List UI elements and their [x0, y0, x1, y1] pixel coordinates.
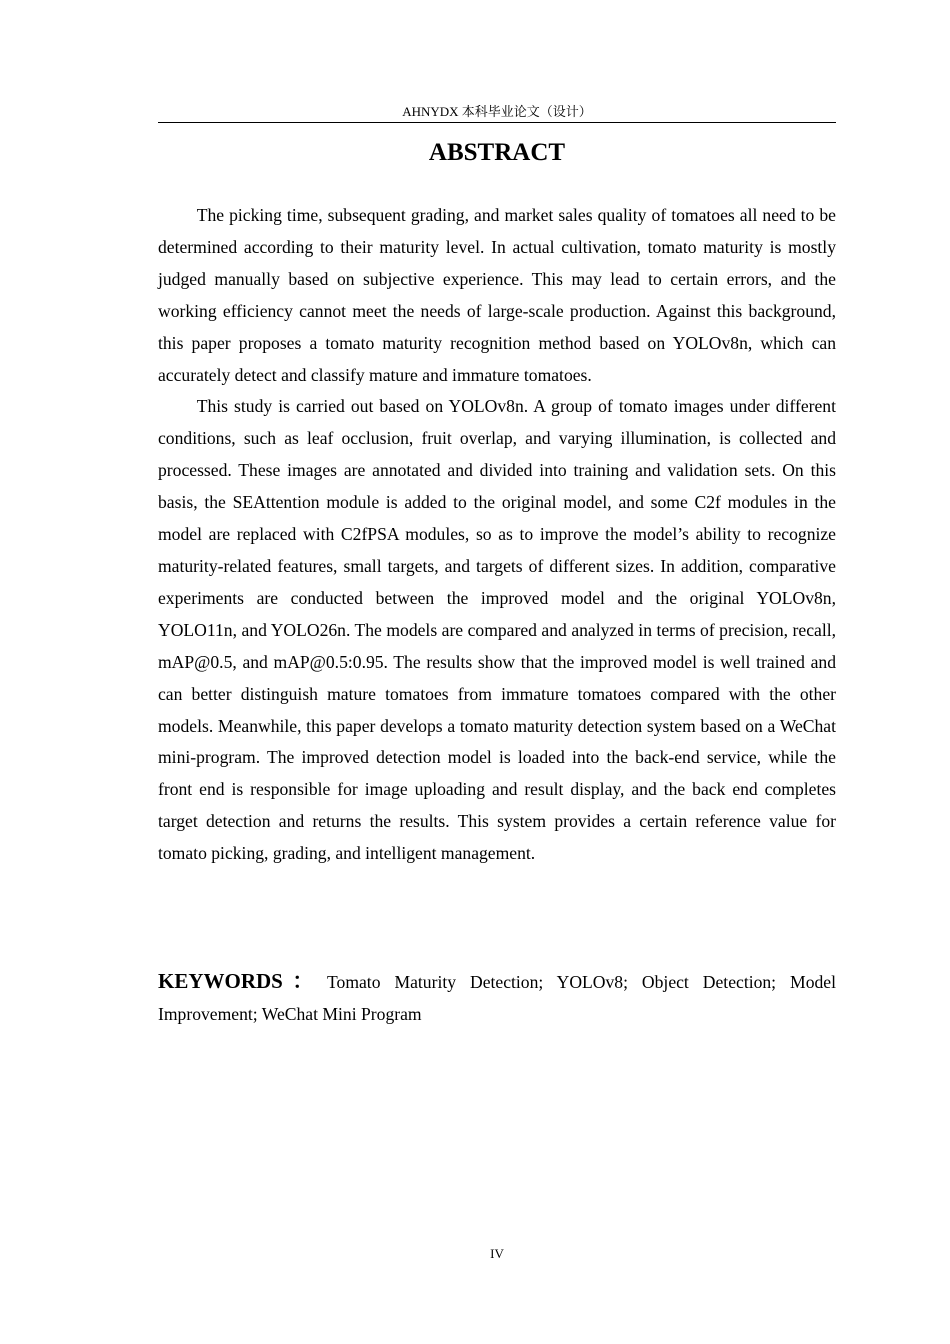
abstract-body: [158, 200, 836, 870]
abstract-paragraph: This study is carried out based on YOLOv8n. A group of tomato images under different conditions, such as leaf occlusion, fruit overlap, and varying illumination, is collected and processed. These images are annotated and divided into training and validation sets. On this basis, the SEAttention module is added to the original model, and some C2f modules in the model are replaced with C2fPSA modules, so as to improve the model’s ability to recognize maturity-related features, small targets, and targets of different sizes. In addition, comparative experiments are conducted between the improved model and the original YOLOv8n, YOLO11n, and YOLO26n. The models are compared and analyzed in terms of precision, recall, mAP@0.5, and mAP@0.5:0.95. The results show that the improved model is well trained and can better distinguish mature tomatoes from immature tomatoes compared with the other models. Meanwhile, this paper develops a tomato maturity detection system based on a WeChat mini-program. The improved detection model is loaded into the back-end service, while the front end is responsible for image uploading and result display, and the back end completes target detection and returns the results. This system provides a certain reference value for tomato picking, grading, and intelligent management.: [158, 396, 836, 864]
keywords-text: Tomato Maturity Detection; YOLOv8; Object Detection; Model Improvement; WeChat Mini Program: [158, 972, 836, 1024]
abstract-title: ABSTRACT: [428, 139, 566, 166]
running-header: AHNYDX 本科毕业论文（设计）: [402, 104, 592, 119]
keywords-label: KEYWORDS：: [158, 969, 323, 993]
page-number: IV: [490, 1246, 504, 1261]
header-divider: [158, 122, 836, 123]
keywords-section: [158, 965, 836, 1030]
abstract-paragraph: The picking time, subsequent grading, and market sales quality of tomatoes all need to be determined according to their maturity level. In actual cultivation, tomato maturity is mostly judged manually based on subjective experience. This may lead to certain errors, and the working efficiency cannot meet the needs of large-scale production. Against this background, this paper proposes a tomato maturity recognition method based on YOLOv8n, which can accurately detect and classify mature and immature tomatoes.: [158, 205, 836, 385]
